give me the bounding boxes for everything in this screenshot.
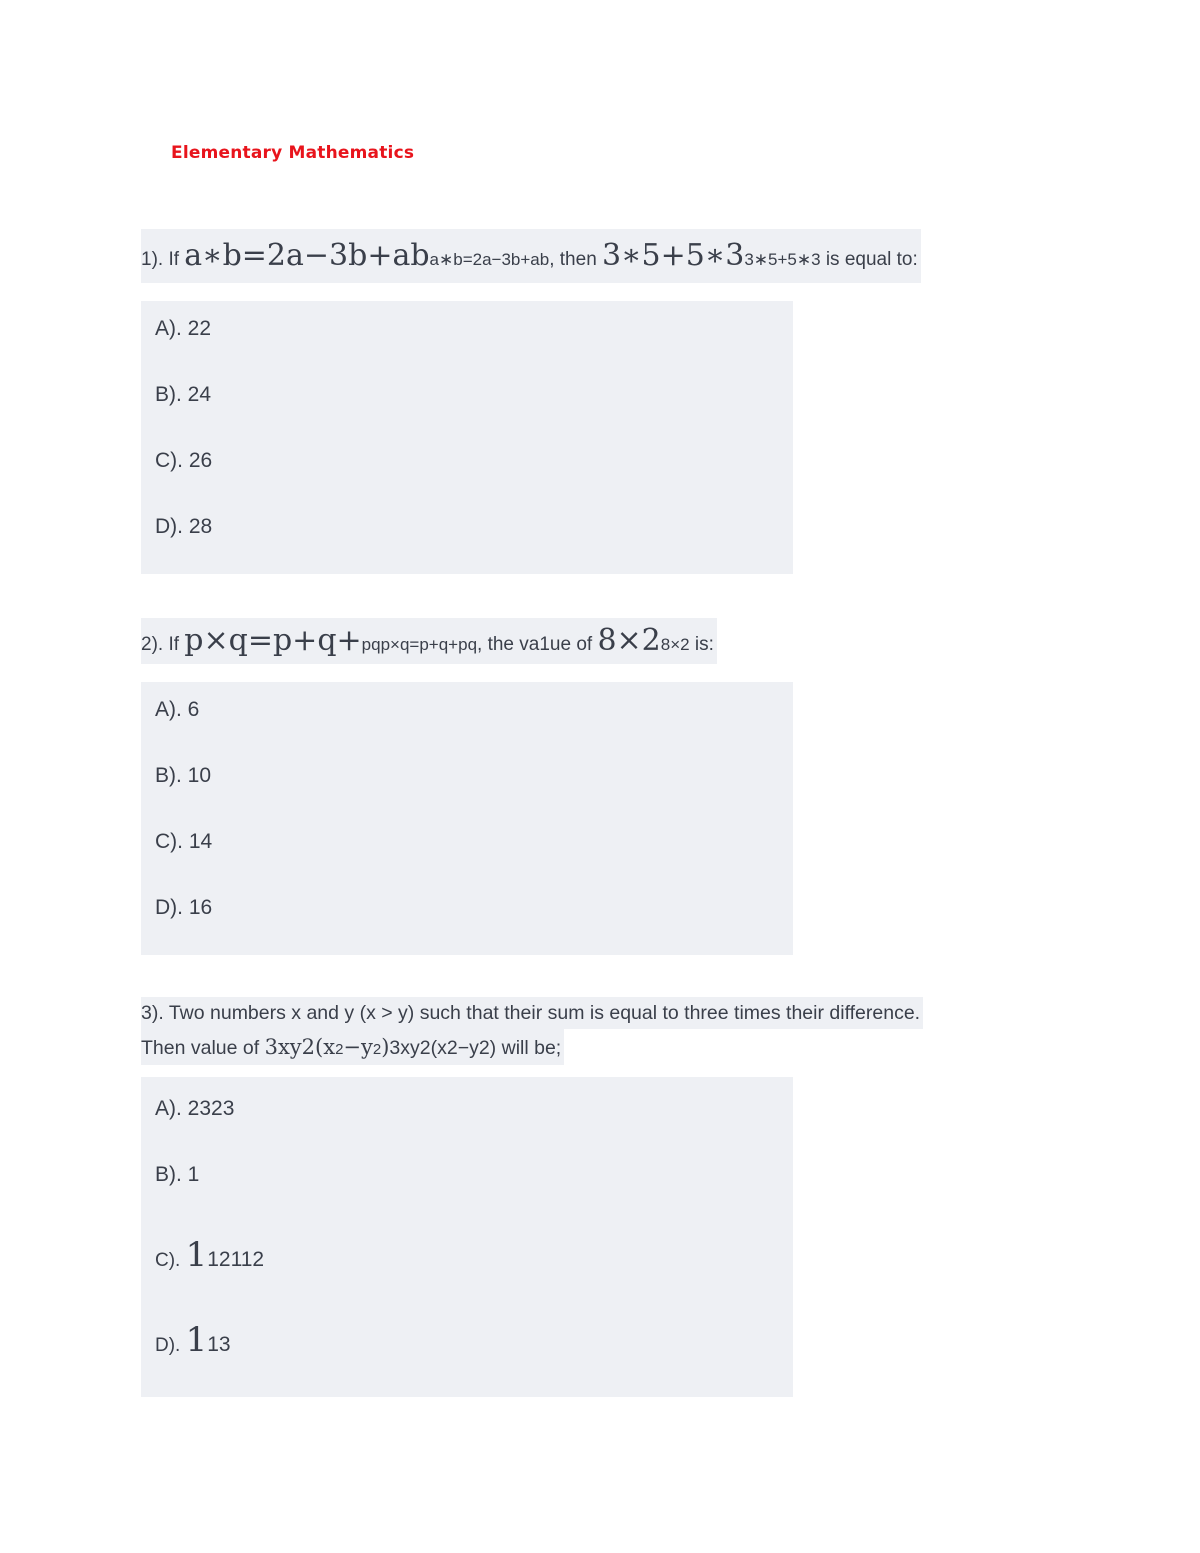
question-3-option-c-small: 12112 bbox=[207, 1248, 265, 1271]
question-2-expression-plain: pqp×q=p+q+pq bbox=[361, 635, 478, 654]
question-2-option-a[interactable]: A). 6 bbox=[155, 698, 200, 721]
question-1-options bbox=[141, 301, 793, 574]
question-2-option-b[interactable]: B). 10 bbox=[155, 764, 212, 787]
question-2-options bbox=[141, 682, 793, 955]
question-1-option-b[interactable]: B). 24 bbox=[155, 383, 212, 406]
question-1-expression-plain: a∗b=2a−3b+ab bbox=[429, 250, 550, 269]
question-2-mid: , the va1ue of bbox=[477, 634, 598, 655]
question-2-expression: p×q=p+q+ bbox=[184, 623, 362, 658]
question-3-expression: 3xy2(x bbox=[264, 1035, 336, 1059]
question-3-exp-2: 2 bbox=[372, 1041, 382, 1058]
question-2-suffix: is: bbox=[689, 634, 714, 655]
question-3-option-c-label: C). bbox=[155, 1250, 186, 1271]
document-title: Elementary Mathematics bbox=[171, 143, 415, 163]
question-3-suffix: will be; bbox=[496, 1037, 562, 1059]
question-1-expression: a∗b=2a−3b+ab bbox=[184, 238, 430, 273]
question-2-option-c[interactable]: C). 14 bbox=[155, 830, 213, 853]
question-2-expression-2: 8×2 bbox=[597, 623, 661, 658]
question-2-prefix: 2). If bbox=[141, 634, 185, 655]
question-3-line-2-prefix: Then value of bbox=[141, 1037, 265, 1059]
question-2-text bbox=[141, 618, 717, 664]
question-3-line-1: 3). Two numbers x and y (x > y) such that their sum is equal to three times their difference. bbox=[141, 997, 923, 1029]
question-3-expression-close: ) bbox=[381, 1035, 390, 1059]
question-3-expression-mid: −y bbox=[343, 1035, 373, 1059]
question-3-option-c[interactable] bbox=[155, 1235, 264, 1275]
question-3-option-d-big: 1 bbox=[185, 1320, 208, 1360]
question-3-exp-1: 2 bbox=[335, 1041, 344, 1058]
question-3-options bbox=[141, 1077, 793, 1397]
question-1-mid: , then bbox=[549, 249, 603, 270]
question-3-option-c-big: 1 bbox=[185, 1235, 208, 1275]
question-3-option-d-small: 13 bbox=[207, 1333, 231, 1356]
question-3-option-d[interactable] bbox=[155, 1320, 231, 1360]
question-3-option-a[interactable]: A). 2323 bbox=[155, 1097, 235, 1120]
question-3-line-2 bbox=[141, 1029, 564, 1065]
question-1-expression-2-plain: 3∗5+5∗3 bbox=[744, 250, 821, 269]
question-2-expression-2-plain: 8×2 bbox=[660, 635, 690, 654]
question-3-option-d-label: D). bbox=[155, 1335, 186, 1356]
question-1-option-a[interactable]: A). 22 bbox=[155, 317, 212, 340]
question-1-expression-2: 3∗5+5∗3 bbox=[602, 238, 745, 273]
question-1-text bbox=[141, 229, 921, 283]
question-1-option-c[interactable]: C). 26 bbox=[155, 449, 213, 472]
question-3-expression-plain: 3xy2(x2−y2) bbox=[389, 1037, 497, 1059]
question-2-option-d[interactable]: D). 16 bbox=[155, 896, 213, 919]
question-1-suffix: is equal to: bbox=[820, 249, 918, 270]
question-1-prefix: 1). If bbox=[141, 249, 185, 270]
question-1-option-d[interactable]: D). 28 bbox=[155, 515, 213, 538]
question-3-option-b[interactable]: B). 1 bbox=[155, 1163, 200, 1186]
